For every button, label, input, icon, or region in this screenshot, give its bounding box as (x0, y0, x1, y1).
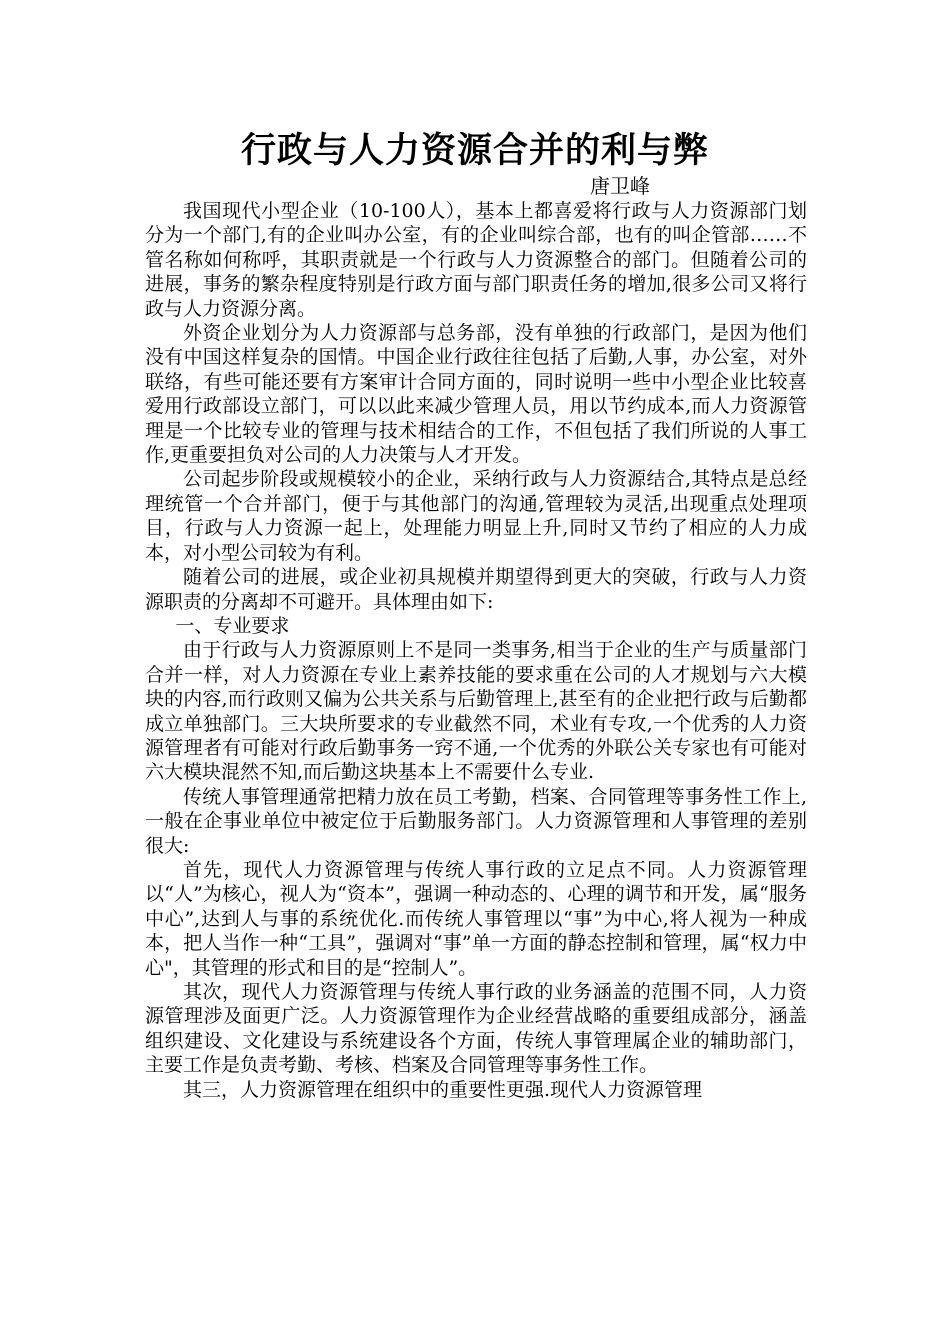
document-author: 唐卫峰 (590, 174, 650, 198)
paragraph: 由于行政与人力资源原则上不是同一类事务,相当于企业的生产与质量部门合并一样，对人力资源在专业上素养技能的要求重在公司的人才规划与六大模块的内容,而行政则又偏为公共关系与后勤管理上,甚至有的企业把行政与后勤都成立单独部门。三大块所要求的专业截然不同，术业有专攻,一个优秀的人力资源管理者有可能对行政后勤事务一窍不通,一个优秀的外联公关专家也有可能对六大模块混然不知,而后勤这块基本上不需要什么专业. (145, 639, 807, 784)
paragraph: 其三，人力资源管理在组织中的重要性更强.现代人力资源管理 (183, 1078, 703, 1101)
paragraph: 首先，现代人力资源管理与传统人事行政的立足点不同。人力资源管理以“人”为核心，视人为“资本”，强调一种动态的、心理的调节和开发，属“服务中心”,达到人与事的系统优化.而传统人事管理以“事”为中心,将人视为一种成本，把人当作一种“工具”，强调对“事”单一方面的静态控制和管理，属“权力中心"，其管理的形式和目的是“控制人”。 (145, 858, 807, 979)
paragraph: 其次，现代人力资源管理与传统人事行政的业务涵盖的范围不同，人力资源管理涉及面更广泛。人力资源管理作为企业经营战略的重要组成部分，涵盖组织建设、文化建设与系统建设各个方面，传统人事管理属企业的辅助部门，主要工作是负责考勤、考核、档案及合同管理等事务性工作。 (145, 981, 807, 1077)
section-heading: 一、专业要求 (175, 614, 290, 637)
paragraph: 传统人事管理通常把精力放在员工考勤，档案、合同管理等事务性工作上,一般在企事业单位中被定位于后勤服务部门。人力资源管理和人事管理的差别很大: (145, 785, 807, 857)
paragraph: 我国现代小型企业（10-100人），基本上都喜爱将行政与人力资源部门划分为一个部门,有的企业叫办公室，有的企业叫综合部，也有的叫企管部……不管名称如何称呼，其职责就是一个行政与人力资源整合的部门。但随着公司的进展，事务的繁杂程度特别是行政方面与部门职责任务的增加,很多公司又将行政与人力资源分离。 (145, 200, 807, 320)
document-body (145, 199, 807, 1102)
paragraph: 随着公司的进展，或企业初具规模并期望得到更大的突破，行政与人力资源职责的分离却不可避开。具体理由如下: (145, 566, 807, 613)
paragraph: 外资企业划分为人力资源部与总务部，没有单独的行政部门，是因为他们没有中国这样复杂的国情。中国企业行政往往包括了后勤,人事，办公室，对外联络，有些可能还要有方案审计合同方面的，同时说明一些中小型企业比较喜爱用行政部设立部门，可以以此来减少管理人员，用以节约成本,而人力资源管理是一个比较专业的管理与技术相结合的工作，不但包括了我们所说的人事工作,更重要担负对公司的人力决策与人才开发。 (145, 322, 807, 467)
document-title: 行政与人力资源合并的利与弊 (240, 131, 709, 171)
paragraph: 公司起步阶段或规模较小的企业，采纳行政与人力资源结合,其特点是总经理统管一个合并部门，便于与其他部门的沟通,管理较为灵活,出现重点处理项目，行政与人力资源一起上，处理能力明显上升,同时又节约了相应的人力成本，对小型公司较为有利。 (145, 468, 807, 564)
